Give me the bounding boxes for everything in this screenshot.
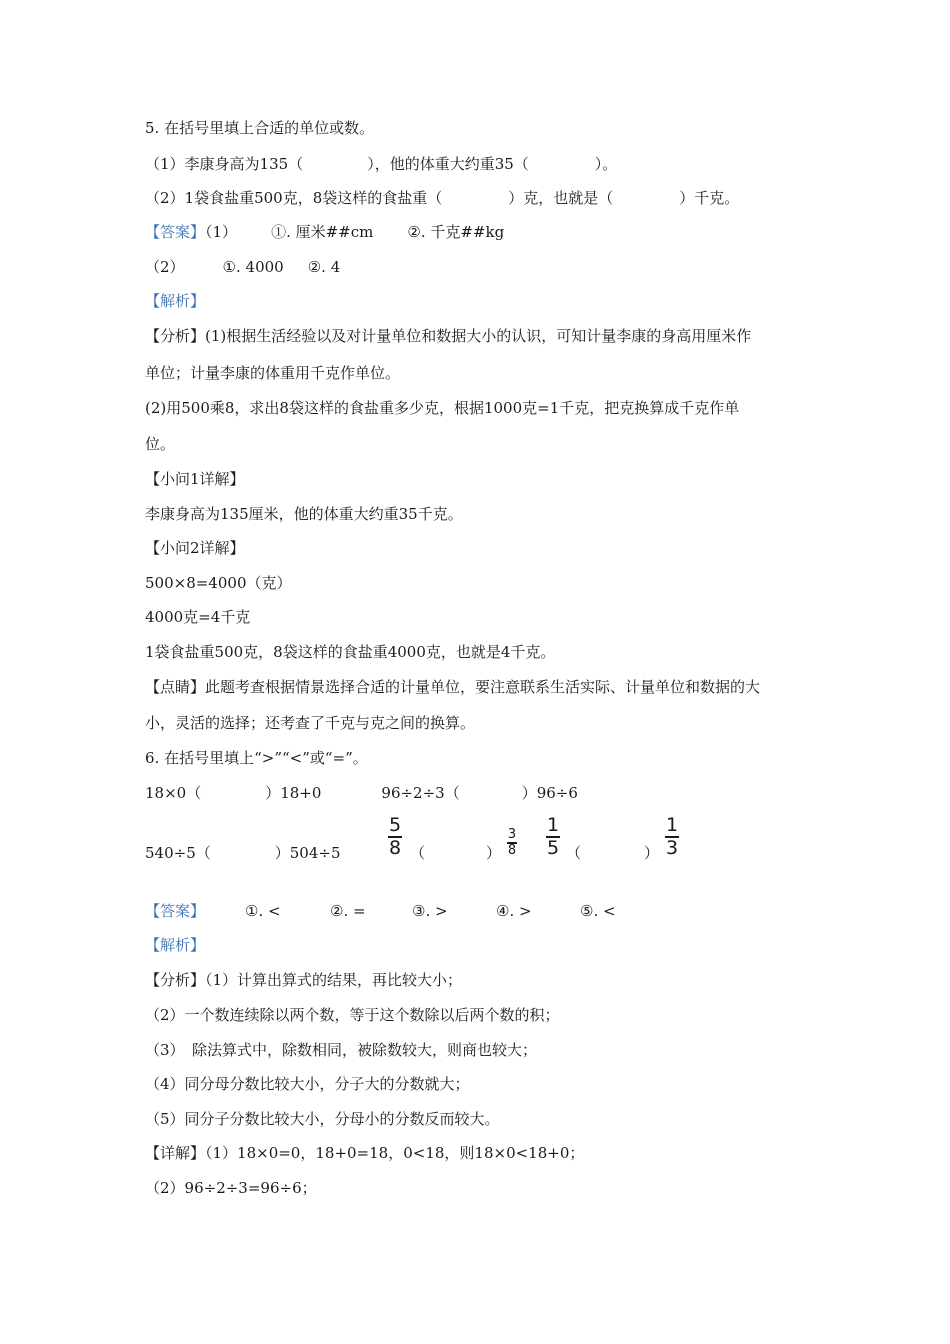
q6-answer-tag: 【答案】 [145,902,206,920]
q6-analysis-line3: （3） 除法算式中，除数相同，被除数较大，则商也较大； [145,1041,538,1059]
q6-row1-expr2: ）18+0 [265,784,322,802]
q5-part2 [145,188,739,208]
q5-part1 [145,154,617,174]
fraction-one-third [665,815,679,859]
fraction-numerator: 5 [388,814,402,836]
q6-analysis-line1: 【分析】（1）计算出算式的结果，再比较大小； [145,971,463,989]
q6-analysis-line5: （5）同分子分数比较大小，分母小的分数反而较大。 [145,1110,500,1128]
q6-analysis-line4: （4）同分母分数比较大小，分子大的分数就大； [145,1075,470,1093]
q6-row1-expr1: 18×0（ [145,784,202,802]
q6-answer-4: ④. > [496,902,532,920]
q5-answer-tag: 【答案】 [145,223,206,241]
q5-sub1-text: 李康身高为135厘米，他的体重大约重35千克。 [145,505,463,523]
q5-answer1 [145,222,504,242]
q5-answer2-option1: ①. 4000 [222,258,284,276]
q5-answer2-option2: ②. 4 [307,258,341,276]
q6-paren-open-1: （ [410,844,426,862]
fraction-three-eighths [507,828,517,858]
q5-analysis-line4: 位。 [145,435,176,453]
q5-answer2-label: （2） [145,258,185,276]
q6-answer-3: ③. > [412,902,448,920]
q5-answer2 [145,257,340,277]
q5-part2-text-c: ）千克。 [679,189,740,207]
q5-comment-line2: 小，灵活的选择；还考查了千克与克之间的换算。 [145,714,476,732]
q6-answer-5: ⑤. < [580,902,616,920]
q6-paren-close-2: ） [644,844,660,862]
fraction-denominator: 3 [665,836,679,859]
q5-part1-text-b: ），他的体重大约重35（ [367,155,529,173]
q5-sub2-line2: 4000克=4千克 [145,608,251,626]
q5-analysis-line1: 【分析】(1)根据生活经验以及对计量单位和数据大小的认识，可知计量李康的身高用厘米作 [145,327,752,345]
fraction-numerator: 3 [507,827,517,842]
q5-sub2-line1: 500×8=4000（克） [145,574,292,592]
q6-answer-1: ①. < [245,902,281,920]
q5-part1-text-a: （1）李康身高为135（ [145,155,304,173]
fraction-denominator: 5 [546,836,560,859]
q6-row2-expr-a [145,843,341,863]
q5-part2-text-a: （2）1袋食盐重500克，8袋这样的食盐重（ [145,189,443,207]
q5-sub1-title: 【小问1详解】 [145,470,245,488]
q5-sub2-title: 【小问2详解】 [145,539,245,557]
q6-detail-line1: 【详解】（1）18×0=0，18+0=18，0<18，则18×0<18+0； [145,1144,585,1162]
q5-comment-line1: 【点睛】此题考查根据情景选择合适的计量单位，要注意联系生活实际、计量单位和数据的大 [145,678,761,696]
fraction-denominator: 8 [507,842,517,858]
q5-analysis-line3: (2)用500乘8，求出8袋这样的食盐重多少克，根据1000克=1千克，把克换算成千克作单 [145,399,740,417]
q6-analysis-line2: （2）一个数连续除以两个数，等于这个数除以后两个数的积； [145,1006,560,1024]
q5-analysis-line2: 单位；计量李康的体重用千克作单位。 [145,364,401,382]
fraction-one-fifth [546,815,560,859]
q5-answer1-option1: ①. 厘米##cm [271,223,374,241]
q6-detail-line2: （2）96÷2÷3=96÷6； [145,1179,317,1197]
q6-row2-expr2: ）504÷5 [274,844,341,862]
q5-answer1-option2: ②. 千克##kg [407,223,505,241]
q5-title: 5. 在括号里填上合适的单位或数。 [145,119,375,137]
q6-title: 6. 在括号里填上“>”“<”或“=”。 [145,749,368,767]
q6-row1 [145,783,578,803]
q5-sub2-line3: 1袋食盐重500克，8袋这样的食盐重4000克，也就是4千克。 [145,643,556,661]
fraction-numerator: 1 [665,814,679,836]
q5-answer1-label: （1） [205,223,238,241]
q6-answer-2: ②. = [330,902,366,920]
q6-analysis-tag: 【解析】 [145,936,206,954]
q6-paren-open-2: （ [566,844,582,862]
q6-paren-close-1: ） [486,844,502,862]
q6-row1-expr3: 96÷2÷3（ [381,784,460,802]
fraction-numerator: 1 [546,814,560,836]
fraction-five-eighths [388,815,402,859]
q5-analysis-tag: 【解析】 [145,292,206,310]
fraction-denominator: 8 [388,836,402,859]
q6-row2-expr1: 540÷5（ [145,844,211,862]
q5-part2-text-b: ）克，也就是（ [508,189,614,207]
q6-row1-expr4: ）96÷6 [521,784,578,802]
q5-part1-text-c: ）。 [594,155,618,173]
